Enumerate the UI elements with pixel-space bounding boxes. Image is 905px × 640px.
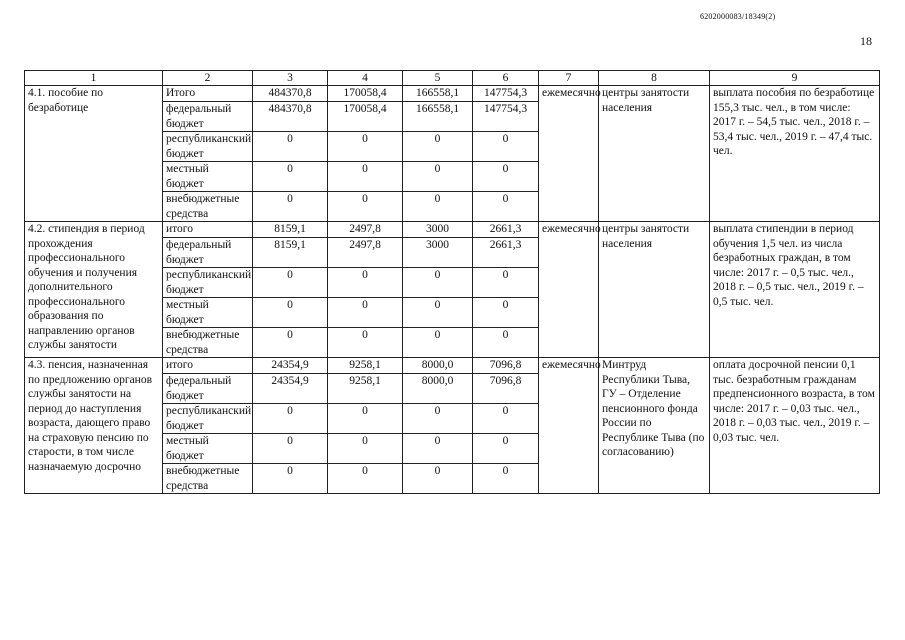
amount-cell: 0: [403, 434, 473, 464]
amount-cell: 2497,8: [328, 222, 403, 238]
amount-cell: 0: [473, 404, 539, 434]
amount-cell: 0: [473, 434, 539, 464]
funding-source: местный бюджет: [163, 162, 253, 192]
amount-cell: 0: [253, 268, 328, 298]
amount-cell: 147754,3: [473, 86, 539, 102]
amount-cell: 0: [403, 162, 473, 192]
amount-cell: 8000,0: [403, 358, 473, 374]
periodicity: ежемесячно: [539, 86, 599, 222]
amount-cell: 170058,4: [328, 86, 403, 102]
amount-cell: 0: [253, 464, 328, 494]
funding-source: республиканский бюджет: [163, 404, 253, 434]
amount-cell: 0: [328, 434, 403, 464]
table-row: [25, 358, 880, 374]
funding-source: федеральный бюджет: [163, 238, 253, 268]
measure-name: 4.1. пособие по безработице: [25, 86, 163, 222]
funding-source: Итого: [163, 86, 253, 102]
document-id: 6202000083/18349(2): [700, 12, 776, 21]
page-number: 18: [860, 34, 872, 48]
amount-cell: 0: [403, 192, 473, 222]
col-header-9: 9: [710, 71, 880, 86]
expected-result: выплата стипендии в период обучения 1,5 чел. из числа безработных граждан, в том числе: 2017 г. – 0,5 тыс. чел., 2018 г. – 0,5 тыс. чел., 2019 г. – 0,5 тыс. чел.: [710, 222, 880, 358]
funding-source: местный бюджет: [163, 298, 253, 328]
amount-cell: 0: [473, 162, 539, 192]
amount-cell: 0: [253, 132, 328, 162]
amount-cell: 9258,1: [328, 374, 403, 404]
amount-cell: 2497,8: [328, 238, 403, 268]
funding-source: внебюджетные средства: [163, 464, 253, 494]
amount-cell: 0: [253, 192, 328, 222]
amount-cell: 166558,1: [403, 102, 473, 132]
amount-cell: 0: [328, 162, 403, 192]
amount-cell: 0: [473, 464, 539, 494]
amount-cell: 0: [328, 132, 403, 162]
amount-cell: 0: [328, 298, 403, 328]
amount-cell: 484370,8: [253, 102, 328, 132]
col-header-3: 3: [253, 71, 328, 86]
funding-source: внебюджетные средства: [163, 192, 253, 222]
amount-cell: 0: [253, 298, 328, 328]
col-header-4: 4: [328, 71, 403, 86]
amount-cell: 0: [403, 328, 473, 358]
table-row: [25, 86, 880, 102]
amount-cell: 0: [403, 298, 473, 328]
periodicity: ежемесячно: [539, 358, 599, 494]
amount-cell: 0: [403, 268, 473, 298]
executor: центры занятости населения: [599, 222, 710, 358]
measure-name: 4.2. стипендия в период прохождения профессионального обучения и получения дополнительного профессионального образования по направлению органов службы занятости: [25, 222, 163, 358]
amount-cell: 0: [473, 132, 539, 162]
funding-source: федеральный бюджет: [163, 102, 253, 132]
amount-cell: 0: [253, 434, 328, 464]
col-header-6: 6: [473, 71, 539, 86]
periodicity: ежемесячно: [539, 222, 599, 358]
amount-cell: 0: [473, 298, 539, 328]
amount-cell: 0: [328, 328, 403, 358]
amount-cell: 0: [403, 404, 473, 434]
expected-result: выплата пособия по безработице 155,3 тыс. чел., в том числе: 2017 г. – 54,5 тыс. чел., 2018 г. – 53,4 тыс. чел., 2019 г. – 47,4 тыс. чел.: [710, 86, 880, 222]
funding-source: внебюджетные средства: [163, 328, 253, 358]
table-body: [25, 86, 880, 494]
executor: Минтруд Республики Тыва, ГУ – Отделение пенсионного фонда России по Республике Тыва (по согласованию): [599, 358, 710, 494]
amount-cell: 166558,1: [403, 86, 473, 102]
funding-source: федеральный бюджет: [163, 374, 253, 404]
amount-cell: 24354,9: [253, 374, 328, 404]
amount-cell: 147754,3: [473, 102, 539, 132]
amount-cell: 0: [328, 404, 403, 434]
amount-cell: 0: [473, 328, 539, 358]
amount-cell: 7096,8: [473, 358, 539, 374]
col-header-1: 1: [25, 71, 163, 86]
amount-cell: 2661,3: [473, 222, 539, 238]
measure-name: 4.3. пенсия, назначенная по предложению органов службы занятости на период до наступления возраста, дающего право на страховую пенсию по старости, в том числе назначаемую досрочно: [25, 358, 163, 494]
amount-cell: 24354,9: [253, 358, 328, 374]
executor: центры занятости населения: [599, 86, 710, 222]
funding-source: итого: [163, 358, 253, 374]
amount-cell: 8159,1: [253, 238, 328, 268]
amount-cell: 0: [473, 192, 539, 222]
amount-cell: 0: [253, 328, 328, 358]
amount-cell: 484370,8: [253, 86, 328, 102]
amount-cell: 8159,1: [253, 222, 328, 238]
amount-cell: 0: [403, 464, 473, 494]
amount-cell: 0: [328, 464, 403, 494]
col-header-2: 2: [163, 71, 253, 86]
table-row: [25, 222, 880, 238]
amount-cell: 0: [253, 404, 328, 434]
amount-cell: 0: [328, 192, 403, 222]
amount-cell: 170058,4: [328, 102, 403, 132]
col-header-5: 5: [403, 71, 473, 86]
amount-cell: 3000: [403, 222, 473, 238]
amount-cell: 0: [253, 162, 328, 192]
amount-cell: 3000: [403, 238, 473, 268]
funding-source: республиканский бюджет: [163, 132, 253, 162]
amount-cell: 9258,1: [328, 358, 403, 374]
amount-cell: 0: [473, 268, 539, 298]
amount-cell: 7096,8: [473, 374, 539, 404]
col-header-8: 8: [599, 71, 710, 86]
amount-cell: 2661,3: [473, 238, 539, 268]
amount-cell: 0: [403, 132, 473, 162]
expected-result: оплата досрочной пенсии 0,1 тыс. безработным гражданам предпенсионного возраста, в том числе: 2017 г. – 0,03 тыс. чел., 2018 г. – 0,03 тыс. чел., 2019 г. – 0,03 тыс. чел.: [710, 358, 880, 494]
amount-cell: 8000,0: [403, 374, 473, 404]
program-table: [24, 70, 880, 494]
header-row: [25, 71, 880, 86]
col-header-7: 7: [539, 71, 599, 86]
funding-source: республиканский бюджет: [163, 268, 253, 298]
funding-source: итого: [163, 222, 253, 238]
amount-cell: 0: [328, 268, 403, 298]
funding-source: местный бюджет: [163, 434, 253, 464]
